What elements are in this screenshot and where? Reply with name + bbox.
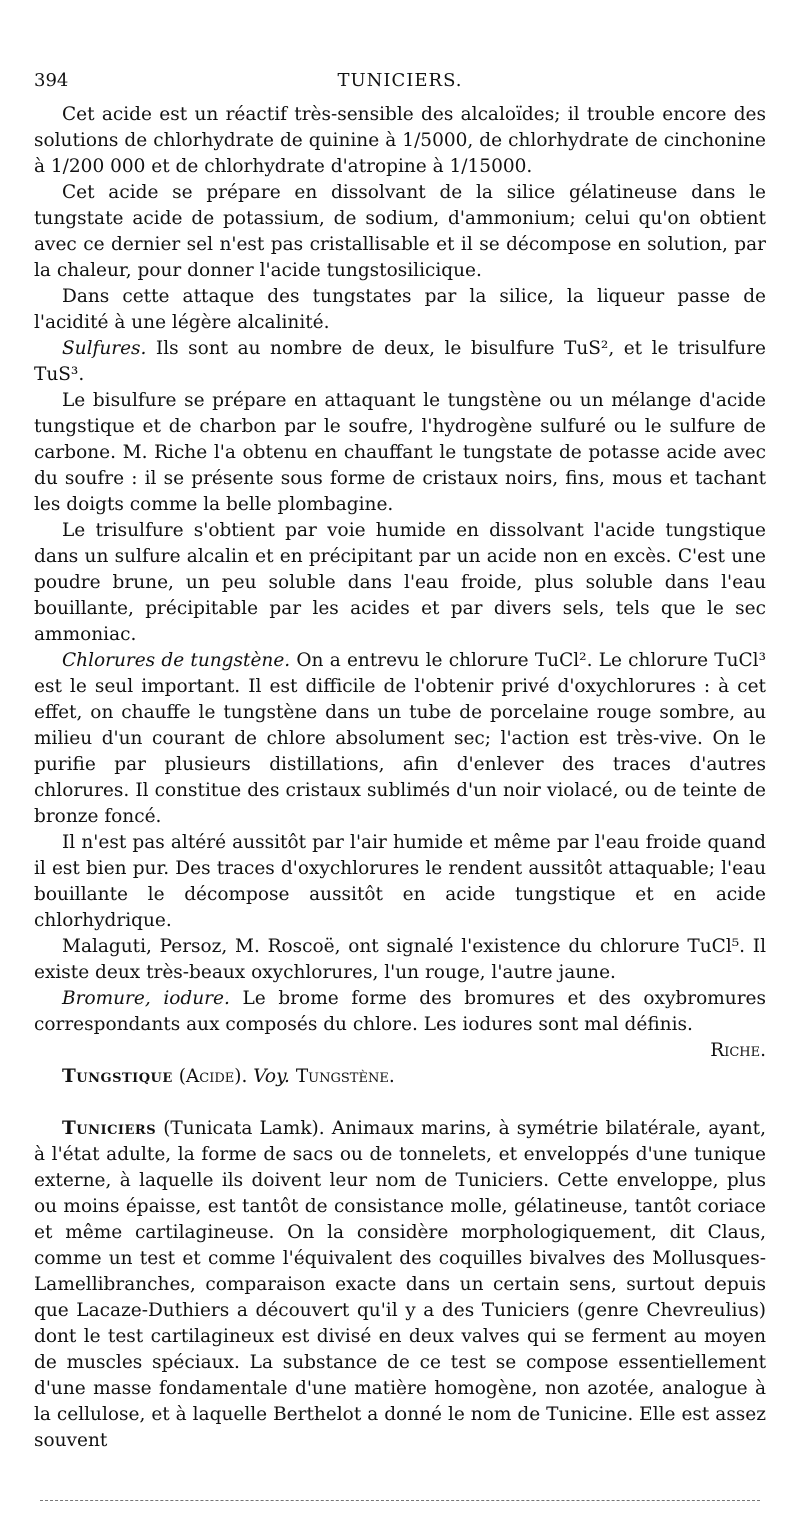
entry-spacer	[34, 1038, 766, 1064]
author-signature: Riche.	[710, 1040, 766, 1061]
paragraph-text: Cet acide est un réactif très-sensible des alcaloïdes; il trouble encore des solutions de chlorhydrate de quinine à 1/5000, de chlorhydrate de cinchonine à 1/200 000 et de chlorhydrate d'atropine à 1/15000.	[34, 104, 766, 177]
paragraph-chlorures	[34, 648, 766, 830]
entry-qualifier: (Acide).	[178, 1066, 248, 1087]
running-title: TUNICIERS.	[337, 70, 463, 91]
entry-tuniciers	[34, 1116, 766, 1454]
section-lead-sulfures: Sulfures.	[62, 338, 147, 359]
entry-text: (Tunicata Lamk). Animaux marins, à symétrie bilatérale, ayant, à l'état adulte, la forme de sacs ou de tonnelets, et enveloppés d'une tunique externe, à laquelle ils doivent leur nom de Tuniciers. Cette enveloppe, plus ou moins épaisse, est tantôt de consistance molle, gélatineuse, tantôt coriace et même cartilagineuse. On la considère morphologiquement, dit Claus, comme un test et comme l'équivalent des coquilles bivalves des Mollusques-Lamellibranches, comparaison exacte dans un certain sens, surtout depuis que Lacaze-Duthiers a découvert qu'il y a des Tuniciers (genre Chevreulius) dont le test cartilagineux est divisé en deux valves qui se ferment au moyen de muscles spéciaux. La substance de ce test se compose essentiellement d'une masse fondamentale d'une matière homogène, non azotée, analogue à la cellulose, et à laquelle Berthelot a donné le nom de Tunicine. Elle est assez souvent	[34, 1118, 766, 1451]
paragraph-air-humide	[34, 830, 766, 934]
paragraph-alcaloides	[34, 102, 766, 180]
section-lead-bromure: Bromure, iodure.	[62, 988, 230, 1009]
paragraph-text: Cet acide se prépare en dissolvant de la silice gélatineuse dans le tungstate acide de potassium, de sodium, d'ammonium; celui qu'on obtient avec ce dernier sel n'est pas cristallisable et il se décompose en solution, par la chaleur, pour donner l'acide tungstosilicique.	[34, 182, 766, 281]
paragraph-trisulfure	[34, 518, 766, 648]
paragraph-sulfures	[34, 336, 766, 388]
paragraph-text: Le trisulfure s'obtient par voie humide en dissolvant l'acide tungstique dans un sulfure alcalin et en précipitant par un acide non en excès. C'est une poudre brune, un peu soluble dans l'eau froide, plus soluble dans l'eau bouillante, précipitable par les acides et par divers sels, tels que le sec ammoniac.	[34, 520, 766, 645]
paragraph-text: Il n'est pas altéré aussitôt par l'air humide et même par l'eau froide quand il est bien pur. Des traces d'oxychlorures le rendent aussitôt attaquable; l'eau bouillante le décompose aussitôt en acide tungstique et en acide chlorhydrique.	[34, 832, 766, 931]
running-head	[34, 70, 766, 98]
paragraph-bisulfure	[34, 388, 766, 518]
see-reference: Voy.	[253, 1066, 290, 1087]
body-text	[34, 102, 766, 1454]
footer-rule	[40, 1500, 760, 1501]
entry-tungstique	[34, 1064, 766, 1090]
paragraph-text: Dans cette attaque des tungstates par la silice, la liqueur passe de l'acidité à une légère alcalinité.	[34, 286, 766, 333]
paragraph-text: Le bisulfure se prépare en attaquant le tungstène ou un mélange d'acide tungstique et de charbon par le soufre, l'hydrogène sulfuré ou le sulfure de carbone. M. Riche l'a obtenu en chauffant le tungstate de potasse acide avec du soufre : il se présente sous forme de cristaux noirs, fins, mous et tachant les doigts comme la belle plombagine.	[34, 390, 766, 515]
paragraph-oxychlorures	[34, 934, 766, 986]
entry-headword-tungstique: Tungstique	[62, 1066, 173, 1087]
paragraph-bromure	[34, 986, 766, 1061]
paragraph-text: Le brome forme des bromures et des oxybromures correspondants aux composés du chlore. Les iodures sont mal définis.	[34, 988, 766, 1035]
paragraph-text: On a entrevu le chlorure TuCl². Le chlorure TuCl³ est le seul important. Il est difficile de l'obtenir privé d'oxychlorures : à cet effet, on chauffe le tungstène dans un tube de porcelaine rouge sombre, au milieu d'un courant de chlore absolument sec; l'action est très-vive. On le purifie par plusieurs distillations, afin d'enlever des traces d'autres chlorures. Il constitue des cristaux sublimés d'un noir violacé, ou de teinte de bronze foncé.	[34, 650, 767, 827]
paragraph-text: Ils sont au nombre de deux, le bisulfure TuS², et le trisulfure TuS³.	[34, 338, 766, 385]
paragraph-alcalinite	[34, 284, 766, 336]
paragraph-text: Malaguti, Persoz, M. Roscoë, ont signalé l'existence du chlorure TuCl⁵. Il existe deux très-beaux oxychlorures, l'un rouge, l'autre jaune.	[34, 936, 766, 983]
entry-headword-tuniciers: Tuniciers	[62, 1118, 157, 1139]
paragraph-preparation	[34, 180, 766, 284]
page-number: 394	[34, 70, 69, 91]
entry-spacer	[34, 1090, 766, 1116]
section-lead-chlorures: Chlorures de tungstène.	[62, 650, 291, 671]
cross-reference-target: Tungstène.	[295, 1066, 395, 1087]
